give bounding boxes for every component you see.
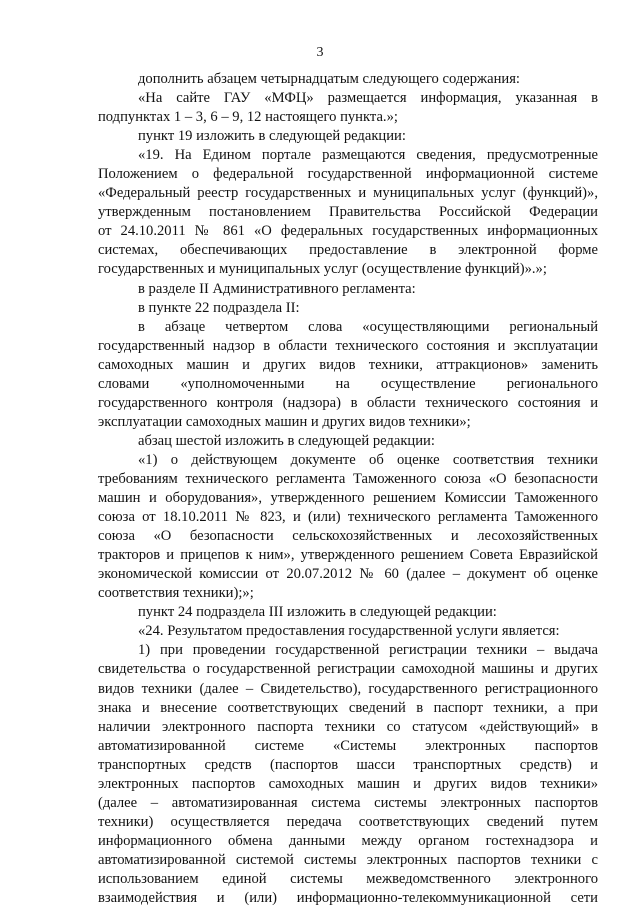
text-line: взаимодействия и (или) информационно-телекоммуникационной сети	[98, 890, 598, 907]
text-line: наличии электронного паспорта техники со статусом «действующий» в	[98, 718, 598, 735]
text-line: машин и оборудования», утвержденного решением Комиссии Таможенного	[98, 490, 598, 507]
text-line: Положением о федеральной государственной информационной системе	[98, 166, 598, 183]
text-line: видов техники (далее – Свидетельство), государственного регистрационного	[98, 680, 598, 697]
text-line: 1) при проведении государственной регистрации техники – выдача	[138, 642, 598, 659]
page-number: 3	[316, 45, 324, 60]
text-line: тракторов и прицепов к ним», утвержденного решением Совета Евразийской	[98, 547, 598, 564]
text-line: союза от 18.10.2011 № 823, и (или) технического регламента Таможенного	[98, 509, 598, 526]
text-line: транспортных средств (паспортов шасси транспортных средств) и	[98, 756, 598, 773]
text-line: от 24.10.2011 № 861 «О федеральных государственных информационных	[98, 223, 598, 240]
text-line: электронных паспортов самоходных машин и других видов техники»	[98, 775, 598, 792]
text-line: «24. Результатом предоставления государственной услуги является:	[138, 623, 560, 640]
text-line: требованиям технического регламента Таможенного союза «О безопасности	[98, 470, 598, 487]
text-line: пункт 19 изложить в следующей редакции:	[138, 128, 406, 145]
text-line: самоходных машин и других видов техники, аттракционов» заменить	[98, 356, 598, 373]
text-line: подпунктах 1 – 3, 6 – 9, 12 настоящего пункта.»;	[98, 109, 398, 126]
text-line: в абзаце четвертом слова «осуществляющими региональный	[138, 318, 598, 335]
text-line: дополнить абзацем четырнадцатым следующего содержания:	[138, 71, 520, 87]
text-line: «На сайте ГАУ «МФЦ» размещается информация, указанная в	[138, 90, 598, 107]
text-line: государственного контроля (надзора) в области технического состояния и	[98, 394, 598, 411]
text-line: использованием единой системы межведомственного электронного	[98, 870, 598, 887]
text-line: государственных и муниципальных услуг (осуществление функций)».»;	[98, 261, 547, 278]
text-line: союза «О безопасности сельскохозяйственных и лесохозяйственных	[98, 528, 598, 545]
text-line: соответствия техники);»;	[98, 585, 254, 602]
text-line: в разделе II Административного регламента:	[138, 280, 416, 297]
text-line: автоматизированной системой системы электронных паспортов техники с	[98, 851, 598, 868]
text-line: свидетельства о государственной регистрации самоходной машины и других	[98, 661, 598, 678]
text-line: эксплуатации самоходных машин и других видов техники»;	[98, 413, 471, 430]
text-line: автоматизированной системе «Системы электронных паспортов	[98, 737, 598, 754]
text-line: (далее – автоматизированная система системы электронных паспортов	[98, 794, 598, 811]
text-line: абзац шестой изложить в следующей редакции:	[138, 432, 435, 449]
text-line: техники) осуществляется передача соответствующих сведений путем	[98, 813, 598, 830]
text-line: в пункте 22 подраздела II:	[138, 299, 300, 316]
text-line: словами «уполномоченными на осуществление регионального	[98, 375, 598, 392]
document-body	[98, 70, 598, 908]
text-line: утвержденным постановлением Правительства Российской Федерации	[98, 204, 598, 221]
text-line: информационного обмена данными между органом гостехнадзора и	[98, 832, 598, 849]
text-line: системах, обеспечивающих предоставление в электронной форме	[98, 242, 598, 259]
text-line: «Федеральный реестр государственных и муниципальных услуг (функций)»,	[98, 185, 598, 202]
text-line: «19. На Едином портале размещаются сведения, предусмотренные	[138, 147, 598, 164]
text-line: «1) о действующем документе об оценке соответствия техники	[138, 451, 598, 468]
text-line: знака и внесение соответствующих сведений в паспорт техники, а при	[98, 699, 598, 716]
text-line: пункт 24 подраздела III изложить в следующей редакции:	[138, 604, 497, 621]
text-line: государственный надзор в области технического состояния и эксплуатации	[98, 337, 598, 354]
text-line: экономической комиссии от 20.07.2012 № 60 (далее – документ об оценке	[98, 566, 598, 583]
